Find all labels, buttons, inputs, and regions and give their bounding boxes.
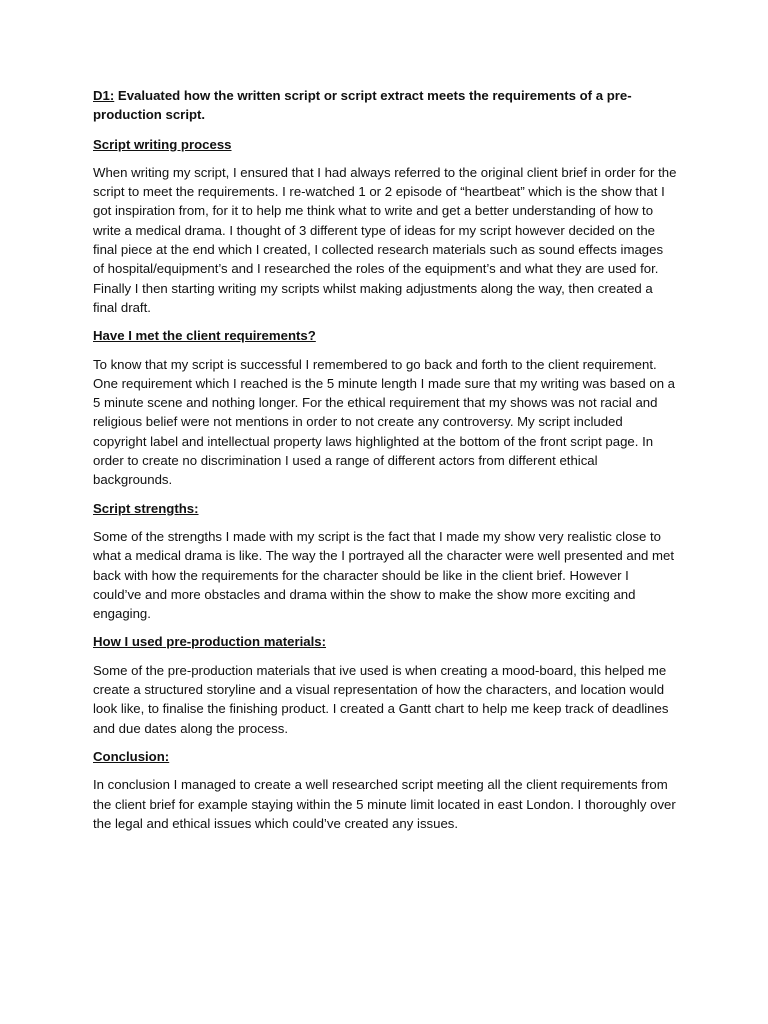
section-title-client-requirements: Have I met the client requirements?	[93, 328, 316, 344]
section-title-script-strengths: Script strengths:	[93, 500, 199, 516]
section-body-pre-production-materials: Some of the pre-production materials that ive used is when creating a mood-board, this helped me create a structured storyline and a visual representation of how the characters, and location would look like, to finalise the finishing product. I created a Gantt chart to help me keep track of deadlines and due dates along the process.	[93, 662, 669, 736]
section-body-client-requirements: To know that my script is successful I remembered to go back and forth to the client requirement. One requirement which I reached is the 5 minute length I made sure that my writing was based on a 5 minute scene and nothing longer. For the ethical requirement that my shows was not racial and religious belief were not mentions in order to not create any controversy. My script included copyright label and intellectual property laws highlighted at the bottom of the front script page. In order to create no discrimination I used a range of different actors from different ethical backgrounds.	[93, 356, 676, 488]
section-body-conclusion: In conclusion I managed to create a well researched script meeting all the client requirements from the client brief for example staying within the 5 minute limit located in east London. I thoroughly over the legal and ethical issues which could’ve created any issues.	[93, 777, 676, 831]
section-title-pre-production-materials: How I used pre-production materials:	[93, 634, 327, 650]
section-body-script-writing-process: When writing my script, I ensured that I had always referred to the original client brief in order for the script to meet the requirements. I re-watched 1 or 2 episode of “heartbeat” which is the show that I got inspiration from, for it to help me think what to write and get a better understanding of how to write a medical drama. I thought of 3 different type of ideas for my script however decided on the final piece at the end which I created, I collected research materials such as sound effects images of hospital/equipment’s and I researched the roles of the equipment’s and what they are used for. Finally I then starting writing my scripts whilst making adjustments along the way, then created a final draft.	[93, 164, 677, 315]
document-page	[93, 86, 677, 842]
section-title-conclusion: Conclusion:	[93, 748, 170, 764]
criterion-label: D1:	[93, 88, 115, 103]
document-heading	[93, 86, 677, 125]
criterion-text: Evaluated how the written script or script extract meets the requirements of a pre-production script.	[93, 88, 632, 123]
section-title-script-writing-process: Script writing process	[93, 136, 232, 152]
section-body-script-strengths: Some of the strengths I made with my script is the fact that I made my show very realistic close to what a medical drama is like. The way the I portrayed all the character were well presented and met back with how the requirements for the character should be like in the client brief. However I could’ve and more obstacles and drama within the show to make the show more exciting and engaging.	[93, 528, 675, 622]
